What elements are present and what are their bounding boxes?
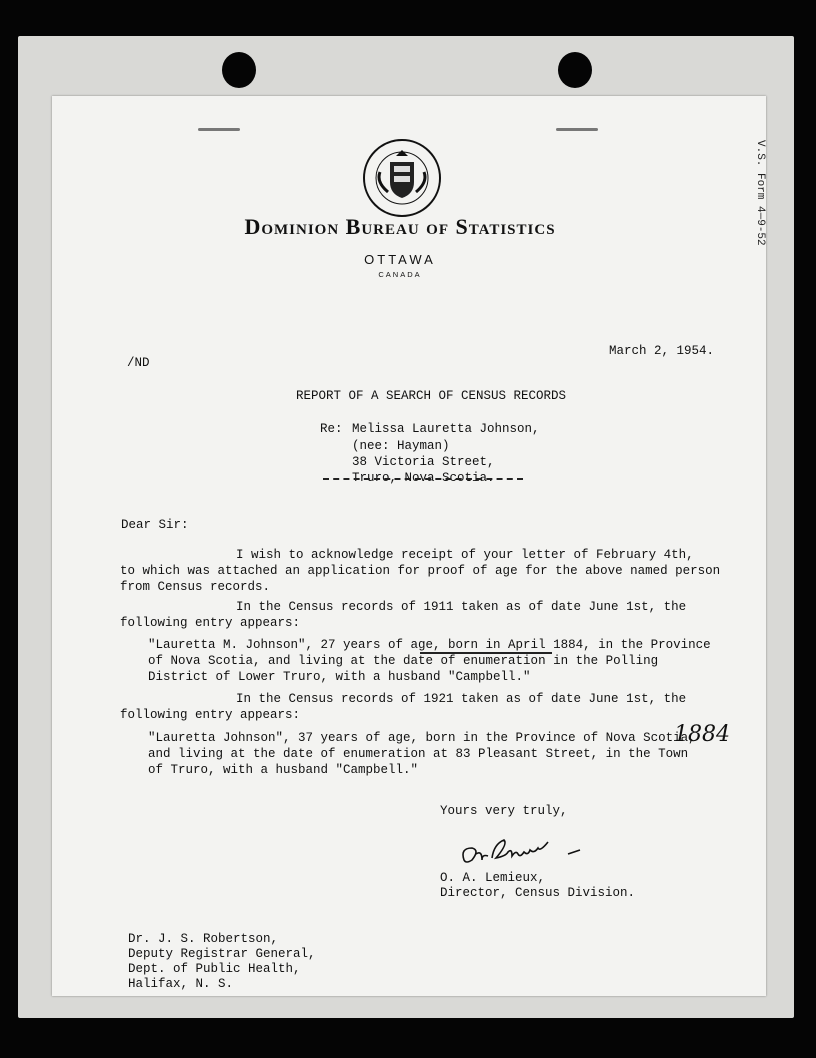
recipient-line: Deputy Registrar General,: [128, 947, 316, 961]
paragraph-line: I wish to acknowledge receipt of your letter of February 4th,: [236, 548, 694, 562]
city: OTTAWA: [364, 252, 436, 267]
bureau-title: Dominion Bureau of Statistics: [244, 214, 556, 239]
recipient-line: Dr. J. S. Robertson,: [128, 932, 279, 946]
department-crest-icon: [360, 136, 444, 220]
punch-hole-right: [558, 52, 592, 88]
quote-line: "Lauretta Johnson", 37 years of age, born in the Province of Nova Scotia,: [148, 731, 696, 745]
country: CANADA: [378, 270, 422, 279]
punch-hole-left: [222, 52, 256, 88]
paragraph-line: following entry appears:: [120, 616, 301, 630]
re-line: (nee: Hayman): [352, 439, 450, 453]
staple-left: [198, 128, 240, 131]
paragraph-line: following entry appears:: [120, 708, 301, 722]
complimentary-close: Yours very truly,: [440, 804, 568, 818]
subject-line: REPORT OF A SEARCH OF CENSUS RECORDS: [296, 389, 567, 403]
separator-rule: [323, 478, 523, 480]
quote-line: "Lauretta M. Johnson", 27 years of age, born in April 1884, in the Province: [148, 638, 711, 652]
recipient-line: Dept. of Public Health,: [128, 962, 301, 976]
paragraph-line: from Census records.: [120, 580, 271, 594]
re-line: Melissa Lauretta Johnson,: [352, 422, 540, 436]
quote-line: of Truro, with a husband "Campbell.": [148, 763, 419, 777]
recipient-line: Halifax, N. S.: [128, 977, 234, 991]
signer-name: O. A. Lemieux,: [440, 871, 546, 885]
staple-right: [556, 128, 598, 131]
re-label: Re:: [320, 422, 343, 436]
handwritten-annotation: 1884: [674, 722, 730, 747]
form-code: V.S. Form 4—9-52: [754, 140, 766, 246]
reference-code: /ND: [127, 356, 150, 370]
re-line: 38 Victoria Street,: [352, 455, 495, 469]
re-line: Truro, Nova Scotia.: [352, 471, 495, 485]
letter-date: March 2, 1954.: [609, 344, 715, 358]
paragraph-line: In the Census records of 1911 taken as of date June 1st, the: [236, 600, 687, 614]
signer-title: Director, Census Division.: [440, 886, 636, 900]
birth-underline: [420, 652, 552, 654]
paragraph-line: In the Census records of 1921 taken as of date June 1st, the: [236, 692, 687, 706]
salutation: Dear Sir:: [121, 518, 189, 532]
quote-line: and living at the date of enumeration at 83 Pleasant Street, in the Town: [148, 747, 689, 761]
quote-line: District of Lower Truro, with a husband "Campbell.": [148, 670, 531, 684]
paragraph-line: to which was attached an application for proof of age for the above named person: [120, 564, 721, 578]
handwritten-signature: [458, 834, 588, 874]
quote-line: of Nova Scotia, and living at the date of enumeration in the Polling: [148, 654, 659, 668]
